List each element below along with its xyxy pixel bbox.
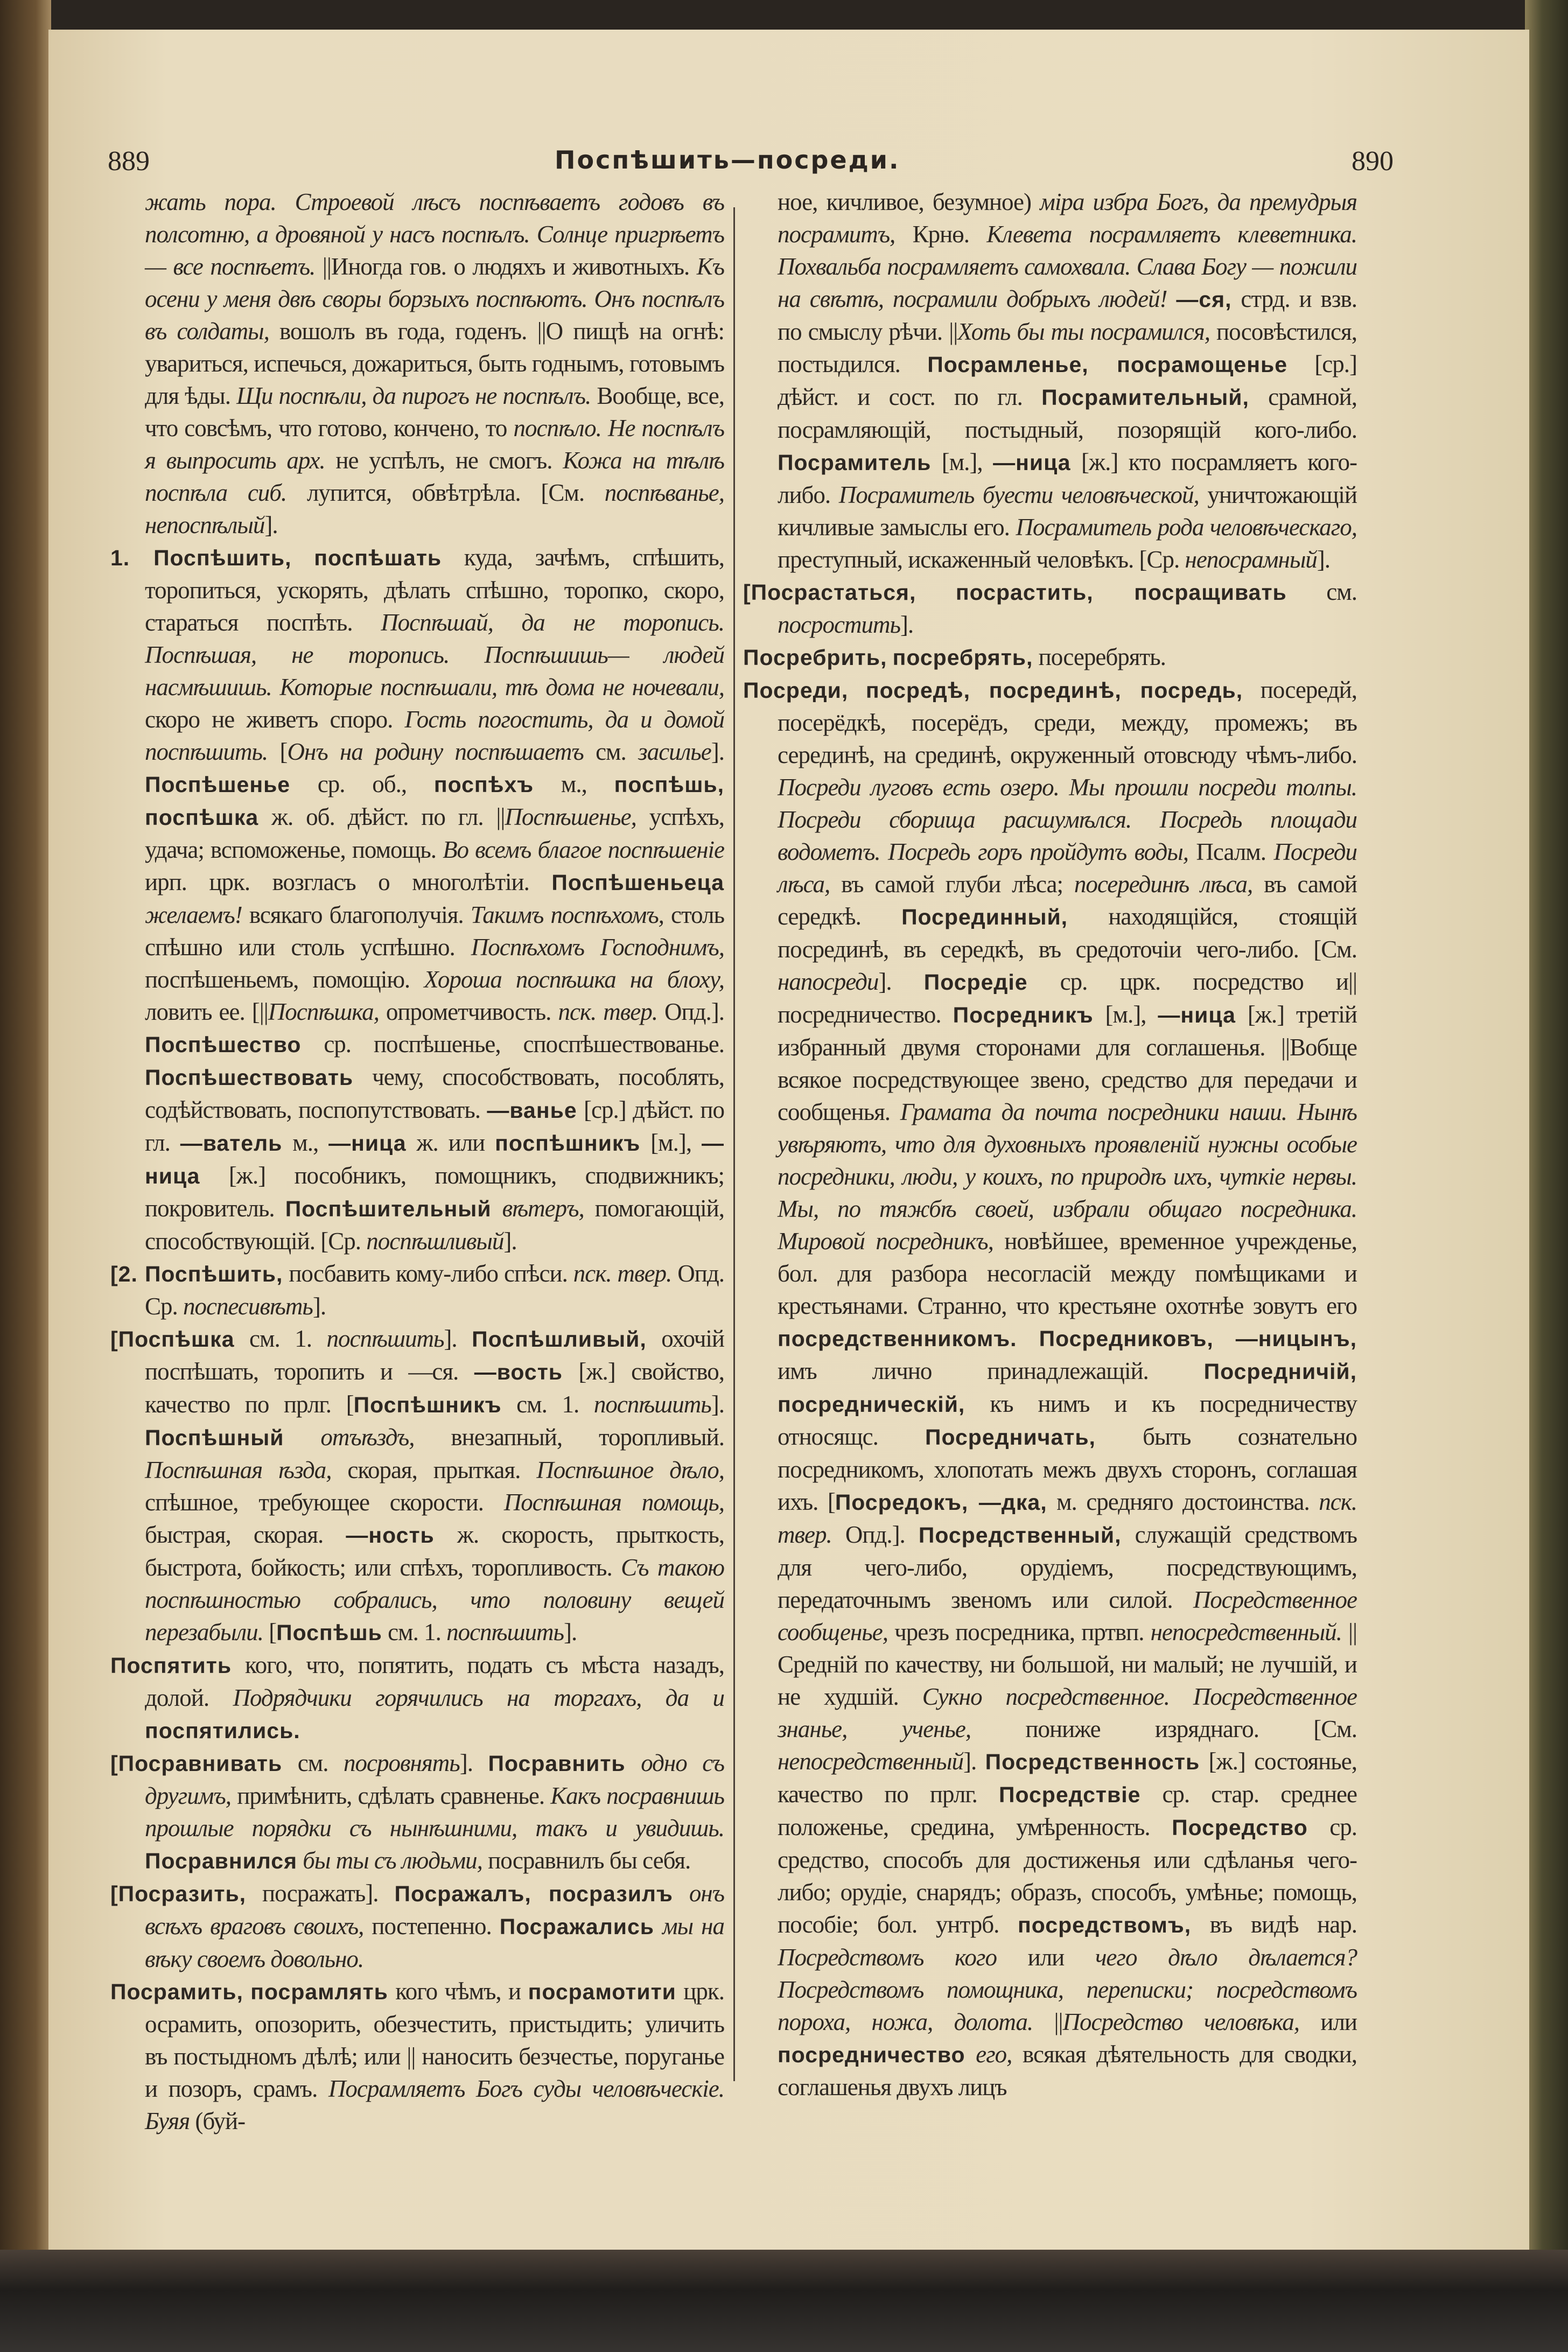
dictionary-entry [110,1322,724,1649]
definition-text: [ [263,1619,277,1646]
example-text: чего дѣло дѣлается? Посредствомъ помощника, переписки; посредствомъ пороха, ножа, долота. [778,1944,1357,2035]
headword: [Посравнивать [110,1751,283,1776]
definition-text: посравнилъ бы себя. [482,1847,691,1874]
definition-text: быстрая, скорая. [145,1521,346,1548]
definition-text: [м.], [931,449,993,475]
headword: —вость [474,1360,563,1384]
definition-text: ж. или [406,1129,495,1156]
definition-text: [ср.] дѣйст. по гл. [145,1096,724,1156]
definition-text [492,1195,502,1222]
headword: Посрамить, [110,1979,243,2004]
definition-text: посражать]. [246,1880,395,1907]
definition-text: Опд. Ср. [145,1260,725,1320]
example-text: вѣтеръ, [502,1195,584,1222]
definition-text: ]. [711,738,724,765]
example-text: Хоть бы ты посрамился, [957,318,1210,345]
example-text: Хороша поспѣшка на блоху, [424,966,724,993]
example-text: Поспѣшное дѣло, [536,1457,724,1483]
headword: поспѣшникъ [495,1131,641,1156]
definition-text: въ видѣ нар. [1191,1911,1357,1938]
definition-text: Опд.]. [831,1521,919,1548]
dictionary-entry [743,186,1357,576]
definition-text: (буй- [190,2108,246,2134]
headword: Посражались [499,1914,654,1939]
headword: Поспятить [110,1653,232,1678]
headword: [Поспѣшка [110,1327,235,1352]
definition-text: ]. [900,611,914,638]
example-text: непосредственный. [1150,1619,1342,1646]
example-text: Посреди лѣса, [778,838,1357,898]
definition-text [284,1424,321,1451]
left-column [110,186,724,2137]
example-text: поспесивѣть [183,1293,313,1320]
example-text: Какъ посравнишь прошлые порядки съ нынѣшними, такъ и увидишь. [145,1782,724,1842]
definition-text: ]. [564,1619,577,1646]
example-text: его, [976,2041,1012,2068]
definition-text [848,676,866,703]
definition-text: всякая дѣятельность для сводки, соглашенья двухъ лицъ [778,2041,1357,2101]
definition-text: [м.], [640,1129,702,1156]
definition-text: въ самой глуби лѣса; [830,871,1074,898]
definition-text: спѣшное, требующее скорости. [145,1489,504,1516]
example-text: мы на вѣку своемъ довольно. [145,1913,724,1972]
headword: Посрамленье, посрамощенье [927,352,1288,377]
example-text: Клевета посрамляетъ клеветника. Похвальба посрамляетъ самохвала. Слава Богу — пожили на свѣтѣ, посрамили добрыхъ людей! [778,221,1357,312]
headword: Поспѣшество [145,1032,302,1057]
definition-text: срамной, посрамляющій, постыдный, позорящій кого-либо. [778,383,1357,443]
example-text: онъ всѣхъ враговъ своихъ, [145,1880,724,1940]
definition-text: вошолъ въ года, годенъ. ||О пищѣ на огнѣ: увариться, испечься, дожариться, быть годнымъ, готовымъ для ѣды. [145,318,724,409]
definition-text: ж. скорость, прыткость, быстрота, бойкость; или спѣхъ, торопливость. [145,1521,724,1581]
example-text: пск. твер. [558,998,658,1025]
example-text: Посредственное сообщенье, [778,1586,1357,1646]
headword: Посравнился [145,1849,298,1873]
headword: —ница [993,450,1071,475]
example-text: Съ такою поспѣшностью собрались, что половину вещей перезабыли. [145,1554,724,1646]
headword: [Посразить, [110,1881,247,1906]
headword: Посредство [1172,1815,1308,1840]
definition-text: посовѣстился, постыдился. [778,318,1357,377]
definition-text: см. 1. [234,1325,327,1352]
headword: Посредникъ [953,1003,1094,1027]
definition-text: [ж.] свойство, качество по прлг. [ [145,1358,724,1418]
example-text: непосрамный [1185,546,1317,573]
definition-text: или [1299,2008,1357,2035]
example-text: Онъ на родину поспѣшаетъ [287,738,584,765]
definition-text: скорая, прыткая. [331,1457,537,1483]
example-text: Поспѣшная помощь, [503,1489,724,1516]
headword: —ватель [180,1131,283,1156]
definition-text: ]. [444,1325,472,1352]
definition-text: пониже изряднаго. [См. [971,1716,1357,1742]
example-text: поспѣло. Не поспѣлъ я выпросить арх. [145,415,724,474]
scan-left-edge [0,0,51,2352]
definition-text: ж. об. дѣйст. по гл. || [258,803,505,830]
definition-text [1167,285,1177,312]
headword: Посредничій, посредническій, [778,1359,1357,1417]
definition-text: м., [282,1129,329,1156]
scan-bottom-edge [0,2250,1568,2352]
headword: Посребрить, [743,645,887,670]
headword: посрастить, посращивать [955,580,1287,605]
example-text: пск. твер. [778,1488,1357,1548]
example-text: жать пора. Строевой лѣсъ поспѣваетъ годовъ въ полсотню, а дровяной у насъ поспѣлъ. Солнце пригрѣетъ — все поспѣетъ. [145,188,724,280]
example-text: Поспѣхомъ Господнимъ, [471,934,724,961]
headword: 1. Поспѣшить, [110,545,292,570]
definition-text: кого чѣмъ, и [388,1978,528,2005]
definition-text: постепенно. [363,1913,500,1940]
definition-text: ср. поспѣшенье, споспѣшествованье. [301,1031,724,1058]
headword: —ванье [487,1098,577,1123]
definition-text: въ самой середкѣ. [778,871,1357,930]
headword: Посредственный, [918,1523,1122,1548]
definition-text: [ [268,738,288,765]
example-text: Кожа на тѣлѣ поспѣла сиб. [145,447,725,506]
example-text: бы ты съ людьми, [303,1847,482,1874]
definition-text: помогающій, способствующій. [Ср. [145,1195,724,1255]
definition-text: см. [583,738,639,765]
example-text: пск. твер. [573,1260,672,1287]
headword: —ность [346,1523,435,1548]
definition-text: куда, зачѣмъ, спѣшить, торопиться, ускорять, дѣлать спѣшно, торопко, скоро, стараться поспѣть. [145,544,724,636]
definition-text [291,544,314,571]
headword: поспѣшь, поспѣшка [145,772,724,830]
headword: Посрединный, [901,905,1068,929]
definition-text: внезапный, торопливый. [414,1424,724,1451]
headword: Посражалъ, посразилъ [394,1881,673,1906]
example-text: Сукно посредственное. Посредственное знанье, ученье, [778,1683,1357,1742]
example-text: поспѣшить [446,1619,564,1646]
definition-text: ]. [711,1391,724,1418]
headword: Посредственность [985,1749,1200,1774]
definition-text: црк. осрамить, опозорить, обезчестить, пристыдить; уличить въ постыдномъ дѣлѣ; или || наносить безчестье, поруганье и позоръ, срамъ. [145,1978,724,2102]
example-text: Подрядчики горячились на торгахъ, да и [233,1684,725,1711]
dictionary-entry [110,1649,724,1747]
running-title: Поспѣшить—посреди. [555,145,900,174]
definition-text: не успѣлъ, не смогъ. [325,447,563,474]
definition-text: ср. стар. среднее положенье, средина, умѣренность. [778,1781,1357,1840]
headword: [Посрастаться, [743,580,916,605]
dictionary-page [48,30,1529,2250]
headword: Посрамитель [778,450,932,475]
example-text: Посрамляетъ Богъ суды человѣческіе. Буяя [145,2075,724,2134]
example-text: Во всемъ благое поспѣшеніе [443,836,724,863]
example-text: Посрамитель буести человѣческой, [838,481,1199,508]
dictionary-entry [743,641,1357,674]
headword: Посравнить [488,1751,626,1776]
definition-text: или [996,1944,1095,1971]
definition-text [243,1978,250,2005]
dictionary-entry [110,541,724,1257]
headword: поспятились. [145,1718,300,1743]
definition-text: имъ лично принадлежащій. [778,1357,1204,1384]
definition-text: ]. [503,1228,517,1255]
definition-text: см. 1. [501,1391,594,1418]
example-text: Посрамитель рода человѣческаго, [1016,514,1357,541]
definition-text: см. [1286,578,1357,605]
dictionary-entry [110,1975,724,2137]
definition-text: чрезъ посредника, пртвп. [887,1619,1151,1646]
headword: Посредствіе [999,1782,1141,1807]
definition-text: ирп. црк. возгласъ о многолѣтіи. [145,869,552,895]
definition-text: ]. [312,1293,326,1320]
definition-text: стрд. и взв. по смыслу рѣчи. || [778,285,1357,345]
definition-text: ]. [1317,546,1331,573]
definition-text: быть сознательно посредникомъ, хлопотать межъ двухъ сторонъ, соглашая ихъ. [ [778,1423,1357,1515]
definition-text: столь спѣшно или столь успѣшно. [145,901,724,961]
example-text: посростить [778,611,900,638]
example-text: Къ осени у меня двѣ своры борзыхъ поспѣютъ. Онъ поспѣлъ въ солдаты, [145,253,725,345]
headword: Посрамительный, [1041,385,1249,410]
definition-text: посередй, посерёдкѣ, посерёдъ, среди, между, промежъ; въ серединѣ, на срединѣ, окруженный отовсюду чѣмъ-либо. [778,676,1357,768]
headword: посрамлять [250,1979,388,2004]
definition-text: охочій поспѣшать, торопить и —ся. [145,1325,724,1385]
definition-text: [ж.] пособникъ, помощникъ, сподвижникъ; покровитель. [145,1162,724,1222]
definition-text: примѣнить, сдѣлать сравненье. [231,1782,551,1809]
definition-text: ср. средство, способъ для достиженья или сдѣланья чего-либо; орудіе, снарядъ; образъ, способъ, умѣнье; помощь, пособіе; бол. унтрб. [778,1814,1357,1938]
definition-text: ]. [264,512,278,538]
definition-text: къ нимъ и къ посредничеству относящс. [778,1390,1357,1450]
headword: —ница [145,1131,724,1188]
example-text: Поспѣшка, [268,998,379,1025]
headword: —ница [1158,1003,1236,1027]
example-text: засилье [638,738,711,765]
example-text: Такимъ поспѣхомъ, [470,901,664,928]
headword: Посредокъ, —дка, [835,1490,1047,1515]
headword: Поспѣшный [145,1425,284,1450]
example-text: желаемъ! [145,901,242,928]
definition-text: см. 1. [382,1619,447,1646]
headword: посредничество [778,2042,965,2067]
definition-text: ]. [878,968,924,995]
example-text: непосредственный [778,1748,963,1775]
example-text: поспѣванье, непоспѣлый [145,479,724,538]
headword: Поспѣшь [276,1620,382,1645]
dictionary-entry [743,674,1357,2103]
definition-text: || [1033,2008,1063,2035]
definition-text: Вообще, все, что совсѣмъ, что готово, кончено, то [145,382,724,442]
example-text: Гость погостить, да и домой поспѣшить. [145,706,724,765]
headword: Поспѣшествовать [145,1065,354,1090]
definition-text: опрометчивость. [379,998,558,1025]
definition-text: посбавить кому-либо спѣси. [283,1260,573,1287]
example-text: Посредство человѣка, [1062,2008,1300,2035]
definition-text [965,2041,976,2068]
definition-text: находящійся, стоящій посрединѣ, въ середкѣ, въ средоточіи чего-либо. [См. [778,903,1357,963]
definition-text: [ж.] состоянье, качество по прлг. [778,1748,1357,1808]
headword: Посредничать, [925,1425,1096,1450]
page-number-right: 890 [1352,146,1394,177]
example-text: Грамата да почта посредники наши. Нынѣ увѣряютъ, что для духовныхъ проявленій нужны особые посредники, люди, у коихъ, по природѣ ихъ, чуткіе нервы. Мы, по тяжбѣ своей, избрали общаго посредника. Мировой посредникъ, [778,1098,1357,1255]
example-text: напосреди [778,968,879,995]
example-text: Поспѣшенье, [505,803,636,830]
example-text: Посреди луговъ есть озеро. Мы прошли посреди толпы. Посреди сборища расшумѣлся. Посредь площади водометъ. Посредь горъ пройдутъ воды, [778,774,1357,865]
page-number-left: 889 [108,146,150,177]
right-column [743,186,1357,2103]
headword: посредѣ, посрединѣ, посредь, [865,678,1243,703]
example-text: Щи поспѣли, да пирогъ не поспѣлъ. [236,382,591,409]
definition-text: новѣйшее, временное учрежденье, бол. для разбора несогласій между помѣщиками и крестьянами. Странно, что крестьяне охотнѣе зовутъ его [778,1228,1357,1319]
headword: Поспѣшливый, [472,1327,647,1352]
example-text: Поспѣшная ѣзда, [145,1457,332,1483]
definition-text [887,643,892,670]
definition-text: посеребрять. [1033,643,1166,670]
definition-text: скоро не живетъ споро. [145,706,405,733]
headword: Поспѣшительный [285,1196,492,1221]
definition-text: ]. [963,1748,985,1775]
definition-text [654,1913,662,1940]
definition-text: преступный, искаженный человѣкъ. [Ср. [778,546,1185,573]
definition-text: [ж.] кто посрамляетъ кого-либо. [778,449,1357,508]
example-text: міра избра Богъ, да премудрыя посрамитъ, [778,188,1357,248]
definition-text: ср. об., [290,771,434,797]
headword: Посредіе [923,970,1028,995]
definition-text: Псалм. [1188,838,1274,865]
definition-text: кого, что, попятить, подать съ мѣста назадъ, долой. [145,1651,724,1711]
headword: поспѣхъ [433,772,534,797]
definition-text: ловить ее. [|| [145,998,268,1025]
definition-text: успѣхъ, удача; вспоможенье, помощь. [145,803,724,863]
definition-text [673,1880,689,1907]
definition-text: служащій средствомъ для чего-либо, орудіемъ, посредствующимъ, передаточнымъ звеномъ или силой. [778,1521,1357,1613]
headword: Поспѣшенье [145,772,291,797]
definition-text: уничтожающій кичливые замыслы его. [778,481,1357,541]
dictionary-entry [743,576,1357,641]
dictionary-entry [110,1747,724,1877]
dictionary-entry [110,1257,724,1322]
example-text: Поспѣшай, да не торопись. Поспѣшая, не торопись. Поспѣшишь— людей насмѣшишь. Которые поспѣшали, тѣ дома не ночевали, [145,609,724,701]
definition-text: поспѣшеньемъ, помощію. [145,966,424,993]
headword: посредствомъ, [1018,1913,1192,1937]
headword: Поспѣшникъ [353,1392,502,1417]
definition-text: [ср.] дѣйст. и сост. по гл. [778,351,1357,410]
example-text: одно съ другимъ, [145,1749,724,1809]
definition-text: чему, способствовать, пособлять, содѣйствовать, поспопутствовать. [145,1063,724,1123]
definition-text: Крнө. [895,221,987,248]
headword: поспѣшать [314,545,442,570]
definition-text [916,578,956,605]
book-right-edge [1525,0,1568,2352]
definition-text: ||Иногда гов. о людяхъ и животныхъ. [315,253,697,280]
definition-text: Опд.]. [657,998,724,1025]
dictionary-entry [110,186,724,541]
definition-text: [м.], [1093,1001,1158,1028]
headword: Посреди, [743,678,849,703]
headword: посредственникомъ. Посредниковъ, —ницынъ, [778,1326,1357,1351]
definition-text: [ж.] третій избранный двумя сторонами для соглашенья. ||Вобще всякое посредствующее звено, средство для передачи и сообщенья. [778,1001,1357,1125]
headword: —ся, [1176,287,1232,312]
definition-text [297,1847,303,1874]
definition-text: лупится, обвѣтрѣла. [См. [286,479,605,506]
definition-text: ||Средній по качеству, ни большой, ни малый; не лучшій, и не худшій. [778,1619,1357,1710]
example-text: посровнять [344,1749,460,1776]
example-text: отъѣздъ, [320,1424,415,1451]
example-text: поспѣшить [326,1325,444,1352]
headword: [2. Поспѣшить, [110,1262,283,1286]
definition-text [626,1749,641,1776]
dictionary-entry [110,1877,724,1975]
headword: Поспѣшеньеца [551,870,724,895]
column-divider [733,207,735,2081]
example-text: Посредствомъ кого [778,1944,997,1971]
headword: посрамотити [528,1979,676,2004]
definition-text: ]. [459,1749,488,1776]
definition-text: м. средняго достоинства. [1047,1488,1319,1515]
example-text: поспѣшить [593,1391,711,1418]
definition-text: ср. црк. посредство и||посредничество. [778,968,1357,1028]
definition-text: ное, кичливое, безумное) [778,188,1040,215]
example-text: поспѣшливый [366,1228,504,1255]
headword: —ница [328,1131,407,1156]
headword: посребрять, [892,645,1033,670]
definition-text: всякаго благополучія. [242,901,471,928]
definition-text: м., [534,771,614,797]
example-text: посерединѣ лѣса, [1074,871,1253,898]
definition-text: см. [282,1749,344,1776]
